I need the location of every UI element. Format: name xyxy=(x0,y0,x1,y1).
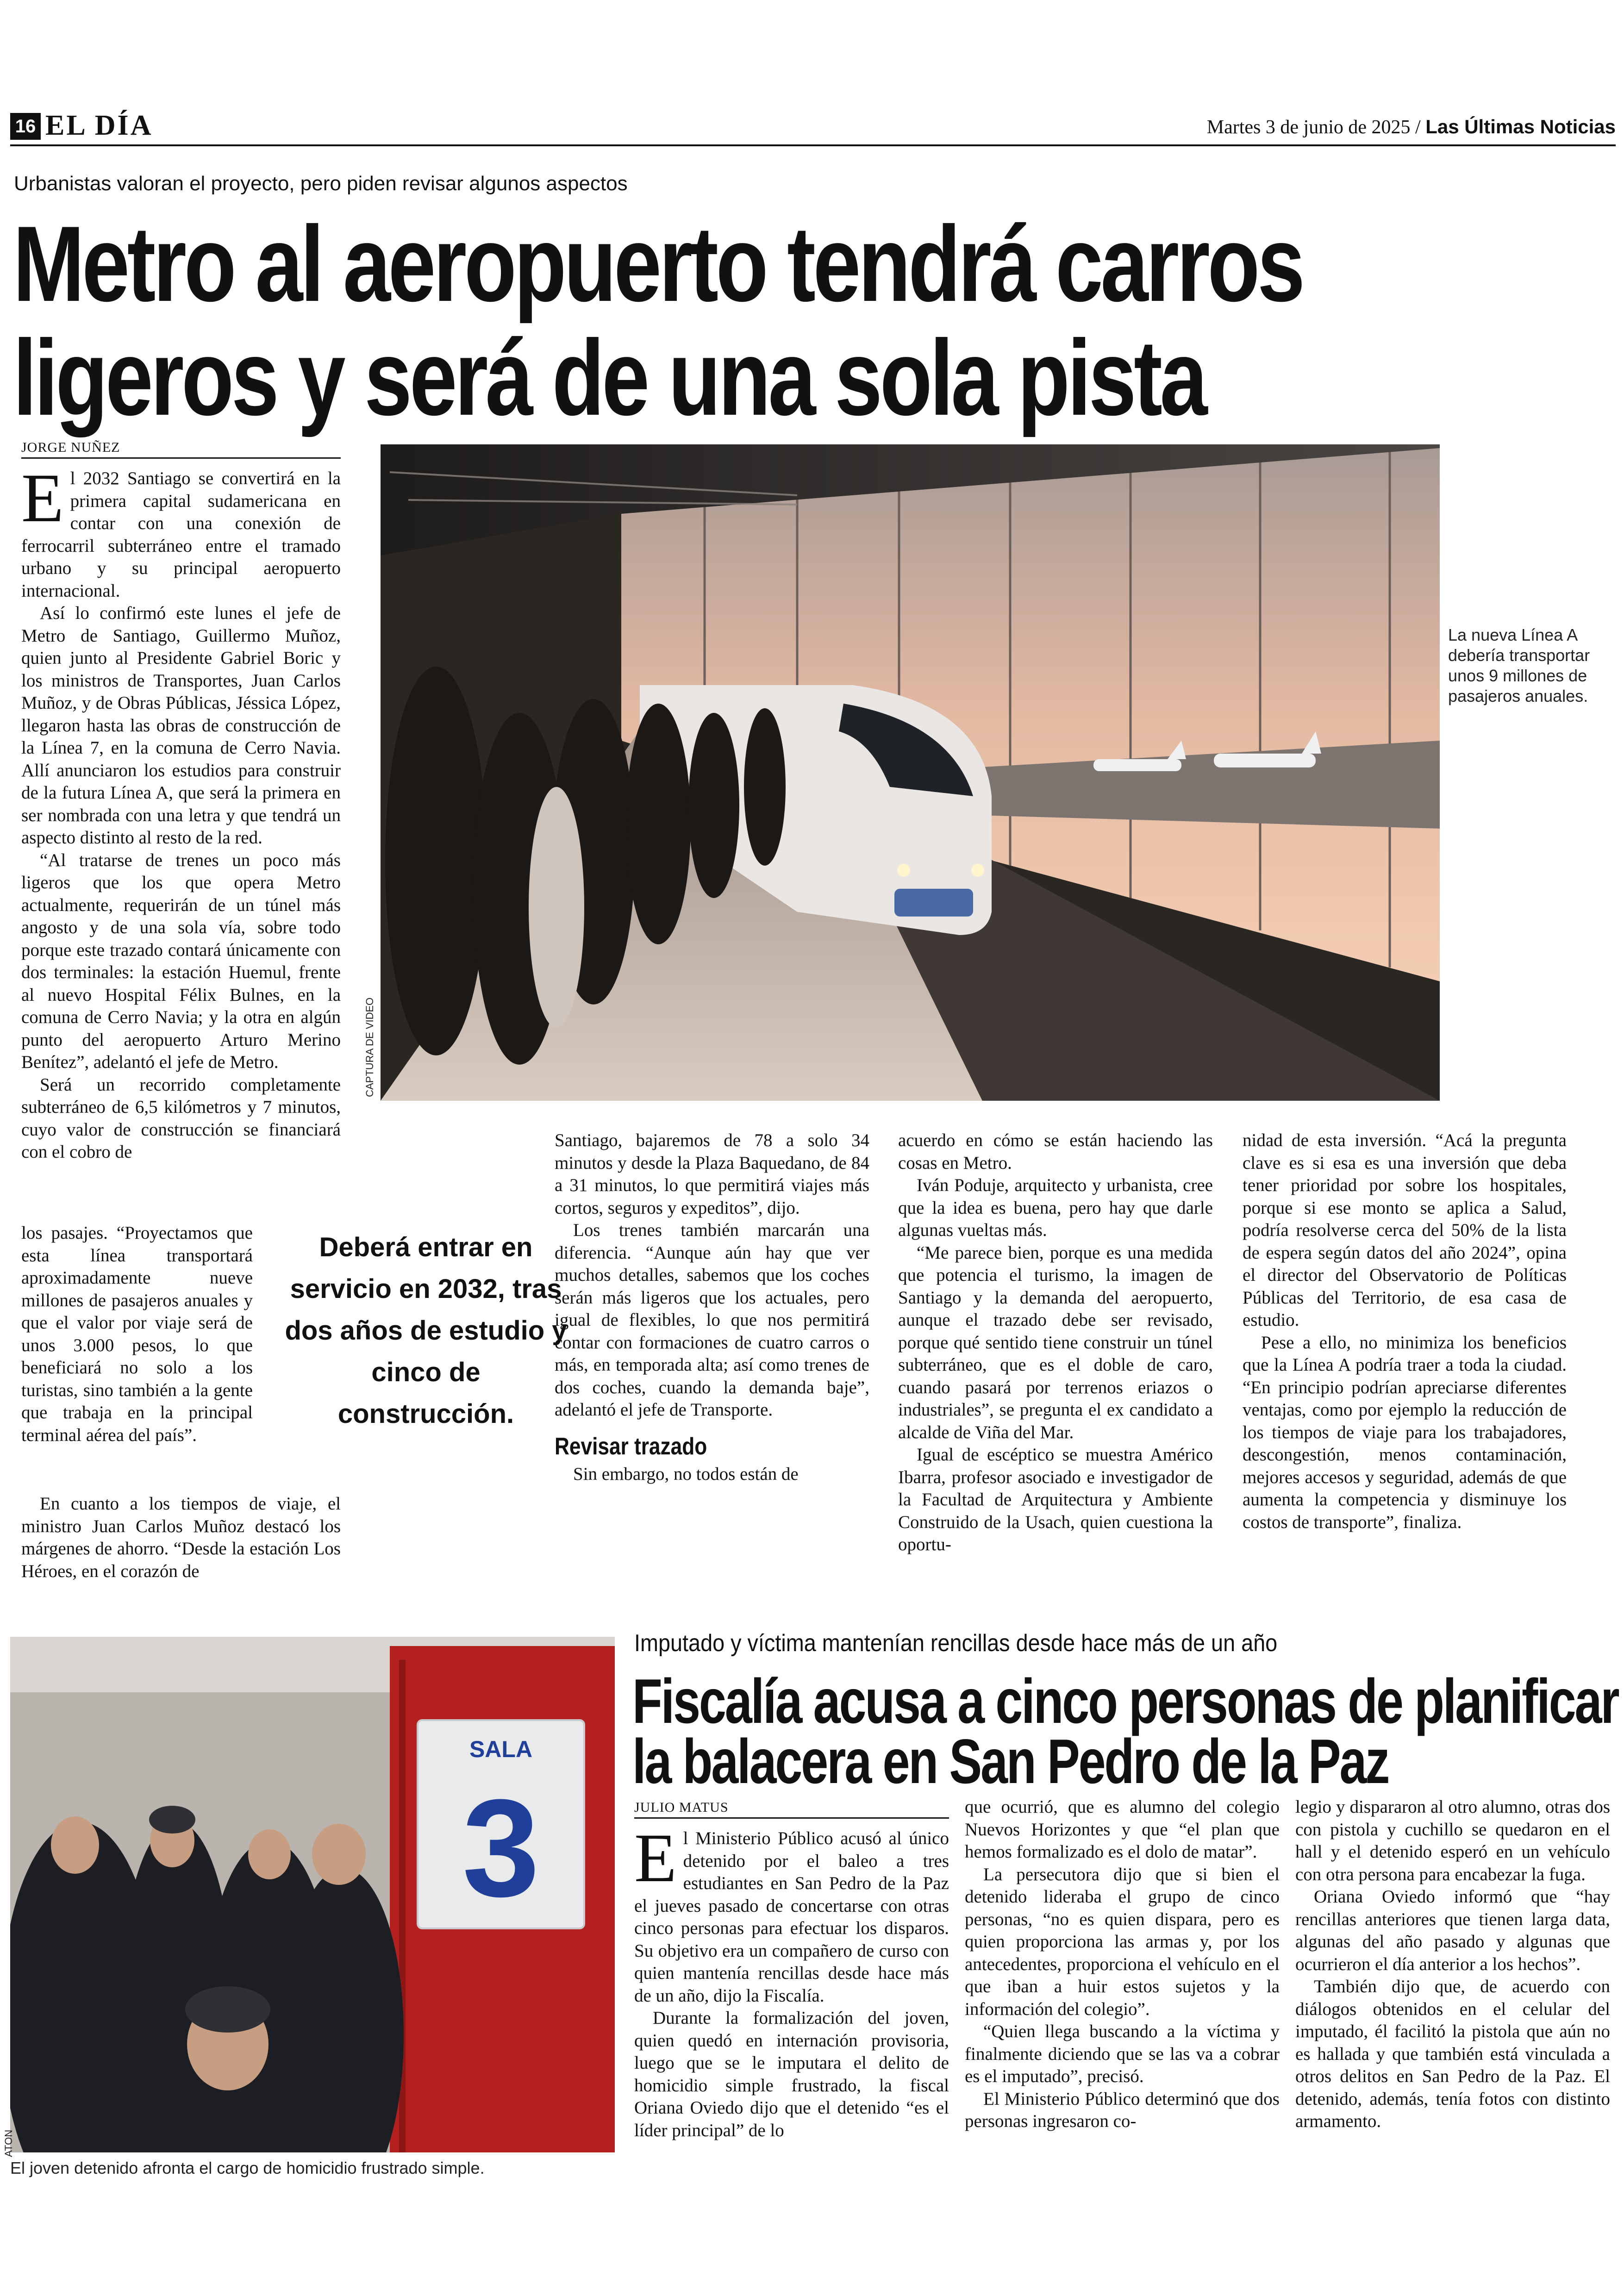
paragraph: Sin embargo, no todos están de xyxy=(573,1464,799,1484)
article1-headline-line1: Metro al aeropuerto tendrá carros xyxy=(13,204,1303,324)
pull-quote: Deberá entrar en servicio en 2032, tras dos años de estudio y cinco de construcción. xyxy=(285,1232,567,1429)
door-sign-number: 3 xyxy=(462,1770,540,1926)
article2-photo-credit: ATON xyxy=(3,2129,14,2157)
door-sign-label: SALA xyxy=(469,1736,533,1762)
article2-byline: JULIO MATUS xyxy=(634,1800,949,1819)
paragraph: Oriana Oviedo informó que “hay rencillas anteriores que tienen larga data, algunas del año pasado y algunas que ocurrieron el día anterior a los hechos”. xyxy=(1295,1887,1610,1974)
paragraph: legio y dispararon al otro alumno, otras dos con pistola y cuchillo se quedaron en el hall y el detenido esperó en un vehículo con otra persona para encabezar la fuga. xyxy=(1295,1797,1610,1884)
page-number: 16 xyxy=(10,113,41,140)
article2-photo-caption: El joven detenido afronta el cargo de homicidio frustrado simple. xyxy=(10,2158,485,2177)
drop-cap: E xyxy=(634,1820,677,1896)
paragraph: También dijo que, de acuerdo con diálogos obtenidos en el celular del imputado, él facilitó la pistola que aún no es hallada y que también está vinculada a otros delitos en San Pedro de la Paz. El detenido, además, tenía fotos con distinto armamento. xyxy=(1295,1977,1610,2131)
article2-column1 xyxy=(634,1820,949,2142)
paragraph: Santiago, bajaremos de 78 a solo 34 minutos y desde la Plaza Baquedano, de 84 a 31 minutos, lo que permitirá viajes más cortos, seguros y expeditos”, dijo. xyxy=(555,1130,869,1218)
court-photo xyxy=(10,1637,615,2152)
dateline xyxy=(1207,116,1616,138)
article1-column3 xyxy=(898,1129,1213,1556)
paragraph: “Me parece bien, porque es una medida que potencia el turismo, la imagen de Santiago y la demanda del aeropuerto, aunque el trazado debe ser revisado, porque qué sentido tiene construir un túnel subterráneo, que es el doble de caro, cuando pasará por terrenos eriazos o industriales”, se pregunta el ex candidato a alcalde de Viña del Mar. xyxy=(898,1242,1213,1442)
header-rule xyxy=(10,144,1616,146)
article2-column2 xyxy=(965,1796,1280,2133)
paragraph: Así lo confirmó este lunes el jefe de Metro de Santiago, Guillermo Muñoz, quien junto al Presidente Gabriel Boric y los ministros de Transportes, Juan Carlos Muñoz, y de Obras Públicas, Jéssica López, llegaron hasta las obras de construcción de la Línea 7, en la comuna de Cerro Navia. Allí anunciaron los estudios para construir de la futura Línea A, que será la primera en ser nombrada con una letra y que tendrá un aspecto distinto al resto de la red. xyxy=(21,603,341,848)
drop-cap: E xyxy=(21,460,64,536)
article1-photo-caption: La nueva Línea A debería transportar unos 9 millones de pasajeros anuales. xyxy=(1448,625,1590,705)
paragraph: Los trenes también marcarán una diferencia. “Aunque aún hay que ver muchos detalles, sabemos que los coches serán más ligeros que los actuales, pero igual de flexibles, lo que nos permitirá contar con formaciones de cuatro carros o más, en temporada alta; así como trenes de dos coches, cuando la demanda baje”, adelantó el jefe de Transporte. xyxy=(555,1220,869,1420)
paragraph: En cuanto a los tiempos de viaje, el ministro Juan Carlos Muñoz destacó los márgenes de ahorro. “Desde la estación Los Héroes, en el corazón de xyxy=(21,1494,341,1581)
publication-name: Las Últimas Noticias xyxy=(1425,116,1616,137)
metro-photo xyxy=(381,444,1440,1101)
paragraph: El Ministerio Público determinó que dos personas ingresaron co- xyxy=(965,2089,1280,2131)
paragraph: Iván Poduje, arquitecto y urbanista, cree que la idea es buena, pero hay que darle algunas vueltas más. xyxy=(898,1175,1213,1240)
paragraph: La persecutora dijo que si bien el detenido lideraba el grupo de cinco personas, “no es quien dispara, pero es quien proporciona las armas y, por los antecedentes, proporciona el vehículo en el que iban a huir estos sujetos y la información del colegio”. xyxy=(965,1864,1280,2019)
metro-station-illustration xyxy=(381,444,1440,1101)
paragraph: Será un recorrido completamente subterráneo de 6,5 kilómetros y 7 minutos, cuyo valor de construcción se financiará con el cobro de xyxy=(21,1074,341,1162)
article1-photo-credit: CAPTURA DE VIDEO xyxy=(364,997,375,1097)
article1-column1-end xyxy=(21,1493,341,1583)
publication-date: Martes 3 de junio de 2025 xyxy=(1206,117,1411,138)
paragraph: El Ministerio Público acusó al único detenido por el baleo a tres estudiantes en San Pedro de la Paz el jueves pasado de concertarse con otras cinco personas para efectuar los disparos. Su objetivo era un compañero de curso con quien mantenía rencillas desde hace más de un año, dijo la Fiscalía. xyxy=(634,1820,949,2006)
dateline-separator: / xyxy=(1415,117,1421,138)
paragraph: Durante la formalización del joven, quien quedó en internación provisoria, luego que se le imputara el delito de homicidio simple frustrado, la fiscal Oriana Oviedo dijo que el detenido “es el líder principal” de lo xyxy=(634,2008,949,2140)
section-title: EL DÍA xyxy=(45,110,153,141)
paragraph: acuerdo en cómo se están haciendo las cosas en Metro. xyxy=(898,1130,1213,1173)
paragraph: los pasajes. “Proyectamos que esta línea transportará aproximadamente nueve millones de pasajeros anuales y que el valor por viaje será de unos 3.000 pesos, lo que beneficiará no solo a los turistas, sino también a la gente que trabaja en la principal terminal aérea del país”. xyxy=(21,1223,253,1445)
paragraph: Pese a ello, no minimiza los beneficios que la Línea A podría traer a toda la ciudad. “En principio podrían apreciarse diferentes ventajas, como por ejemplo la reducción de los tiempos de viaje para los trabajadores, descongestión, menos contaminación, mejores accesos y seguridad, además de que aumenta la competencia y disminuye los costos de transporte”, finaliza. xyxy=(1243,1332,1567,1532)
paragraph: El 2032 Santiago se convertirá en la primera capital sudamericana en contar con una conexión de ferrocarril subterráneo entre el tramado urbano y su principal aeropuerto internacional. xyxy=(21,460,341,601)
article2-headline-line2: la balacera en San Pedro de la Paz xyxy=(632,1726,1389,1796)
paragraph: “Quien llega buscando a la víctima y finalmente diciendo que se las va a cobrar es el imputado”, precisó. xyxy=(965,2021,1280,2086)
article1-column2 xyxy=(555,1129,869,1485)
article2-headline-line1: Fiscalía acusa a cinco personas de planificar xyxy=(632,1666,1618,1736)
paragraph: Igual de escéptico se muestra Américo Ibarra, profesor asociado e investigador de la Facultad de Arquitectura y Ambiente Construido de la Usach, quien cuestiona la oportu- xyxy=(898,1445,1213,1554)
article1-column1 xyxy=(21,460,341,1164)
article1-column4 xyxy=(1243,1129,1567,1534)
courtroom-illustration xyxy=(10,1637,615,2152)
article1-kicker: Urbanistas valoran el proyecto, pero piden revisar algunos aspectos xyxy=(14,172,628,195)
paragraph: “Al tratarse de trenes un poco más ligeros que los que opera Metro actualmente, requerirán de un túnel más angosto y de una sola vía, sobre todo porque este trazado contará únicamente con dos terminales: la estación Huemul, frente al nuevo Hospital Félix Bulnes, en la comuna de Cerro Navia; y la otra en algún punto del aeropuerto Arturo Merino Benítez”, adelantó el jefe de Metro. xyxy=(21,850,341,1072)
paragraph: que ocurrió, que es alumno del colegio Nuevos Horizontes y que “el plan que hemos formalizado es el dolo de matar”. xyxy=(965,1797,1280,1862)
paragraph: nidad de esta inversión. “Acá la pregunta clave es si esa es una inversión que deba tener prioridad por sobre los hospitales, porque si ese monto se aplica a Salud, podría resolverse cerca del 50% de la lista de espera según datos del año 2024”, opina el director del Observatorio de Políticas Públicas del Territorio, de esa casa de estudio. xyxy=(1243,1130,1567,1330)
article2-column3 xyxy=(1295,1796,1610,2133)
article1-headline-line2: ligeros y será de una sola pista xyxy=(13,318,1205,438)
article2-kicker: Imputado y víctima mantenían rencillas desde hace más de un año xyxy=(634,1630,1278,1657)
article1-column1-lower xyxy=(21,1222,253,1447)
article1-subhead: Revisar trazado xyxy=(555,1433,707,1460)
article1-byline: JORGE NUÑEZ xyxy=(21,440,341,459)
